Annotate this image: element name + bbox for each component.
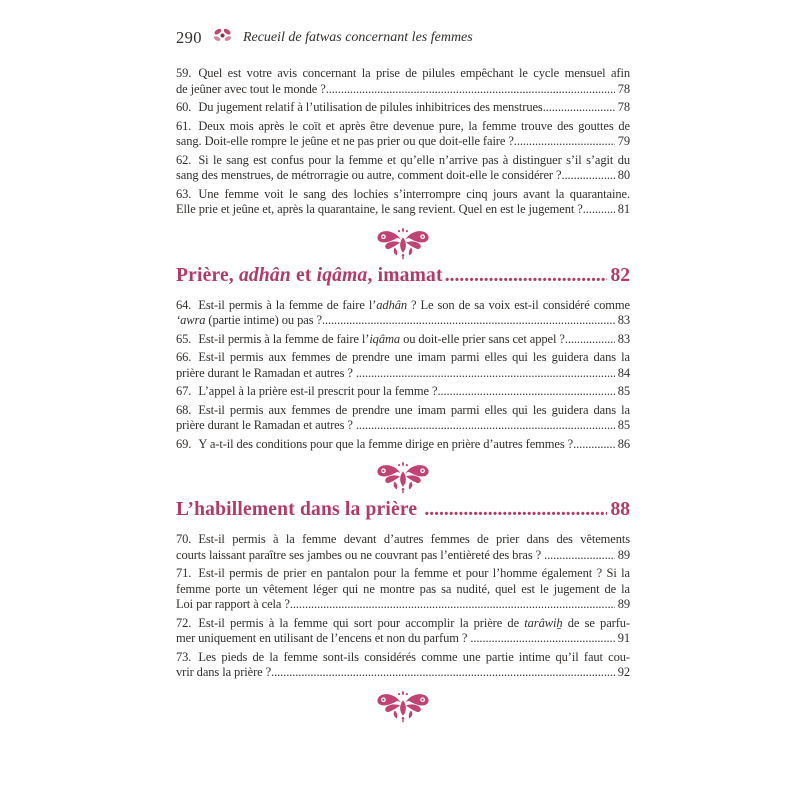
entry-page-number: 85 xyxy=(617,384,630,398)
entry-last-line xyxy=(176,100,630,116)
section-page-number: 82 xyxy=(610,264,630,286)
entry-last-line xyxy=(176,548,630,564)
text-segment: Est-il permis à la femme devant d’autres femmes de prier dans des vêtements xyxy=(198,532,630,546)
entry-page-number: 79 xyxy=(617,134,630,148)
entry-last-line xyxy=(176,631,630,647)
entry-page-number: 81 xyxy=(617,202,630,216)
text-segment: Deux mois après le coït et après être devenue pure, la femme trouve des gouttes de xyxy=(198,118,630,133)
entry-text xyxy=(176,418,356,434)
entry-text xyxy=(176,665,271,681)
entry-number: 68. xyxy=(176,402,192,417)
dot-leader xyxy=(514,134,615,150)
text-segment: Loi par rapport à cela ? xyxy=(176,597,290,611)
page-content-column xyxy=(176,27,630,726)
entry-text xyxy=(176,82,326,98)
text-segment: Les pieds de la femme sont-ils considérés comme une partie intime qu’il faut cou- xyxy=(198,649,630,664)
entry-text xyxy=(176,548,544,564)
entry-text xyxy=(176,437,573,453)
entry-page-number: 78 xyxy=(617,100,630,114)
entry-text-line xyxy=(176,66,630,82)
dot-leader xyxy=(322,313,615,329)
dot-leader xyxy=(290,597,615,613)
entry-text xyxy=(176,202,583,218)
entry-last-line xyxy=(176,82,630,98)
entry-text xyxy=(176,384,437,400)
entry-text-line xyxy=(176,187,630,203)
transliterated-term: ‘awra xyxy=(176,313,206,327)
entry-last-line xyxy=(176,168,630,184)
text-segment: , imamat xyxy=(367,264,443,286)
entry-text-line xyxy=(176,616,630,632)
entry-text xyxy=(176,631,470,647)
entry-number: 62. xyxy=(176,152,192,167)
dot-leader xyxy=(470,631,614,647)
entry-text xyxy=(176,366,356,382)
entry-text-line xyxy=(176,566,630,582)
entry-text xyxy=(176,313,322,329)
toc-entry xyxy=(176,566,630,613)
entry-number: 60. xyxy=(176,100,192,114)
flower-ornament-icon xyxy=(213,27,232,49)
entry-page-number: 86 xyxy=(617,436,630,451)
dot-leader xyxy=(271,665,615,681)
entry-number: 61. xyxy=(176,118,192,133)
toc-entry xyxy=(176,350,630,381)
entry-text-line xyxy=(176,350,630,366)
section-heading xyxy=(176,497,630,523)
toc-entry xyxy=(176,532,630,563)
text-segment: de se parfu- xyxy=(562,615,630,630)
entry-text xyxy=(176,597,290,613)
fleuron-ornament-icon xyxy=(176,461,630,494)
toc-entry xyxy=(176,298,630,329)
entry-page-number: 83 xyxy=(617,313,630,327)
text-segment: Quel est votre avis concernant la prise de pilules empêchant le cycle mensuel afin xyxy=(198,66,630,80)
toc-entry xyxy=(176,403,630,434)
transliterated-term: iqâma xyxy=(369,331,401,346)
entry-page-number: 80 xyxy=(617,168,630,182)
text-segment: vrir dans la prière ? xyxy=(176,665,272,679)
entry-last-line xyxy=(176,665,630,681)
toc-entry xyxy=(176,332,630,348)
entry-text-line xyxy=(176,298,630,314)
text-segment: mer uniquement en utilisant de l’encens et non du parfum ? xyxy=(176,631,471,645)
dot-leader xyxy=(326,82,615,98)
dot-leader xyxy=(573,437,615,453)
entry-text xyxy=(176,134,514,150)
text-segment: de jeûner avec tout le monde ? xyxy=(176,81,326,96)
dot-leader xyxy=(583,202,615,218)
toc-entry xyxy=(176,650,630,681)
section-title xyxy=(176,263,443,289)
entry-number: 59. xyxy=(176,66,192,80)
toc-entry xyxy=(176,153,630,184)
entry-last-line xyxy=(176,597,630,613)
entry-number: 69. xyxy=(176,436,192,451)
entry-number: 70. xyxy=(176,532,192,546)
text-segment: Y a-t-il des conditions pour que la femme dirige en prière d’autres femmes ? xyxy=(198,436,574,451)
entry-last-line xyxy=(176,332,630,348)
entry-page-number: 83 xyxy=(617,331,630,346)
entry-last-line xyxy=(176,134,630,150)
text-segment: ? Le son de sa voix est-il considéré comme xyxy=(407,297,630,312)
toc-entry xyxy=(176,187,630,218)
section-page-number: 88 xyxy=(610,499,630,520)
text-segment: ou doit-elle prier sans cet appel ? xyxy=(400,331,565,346)
dot-leader xyxy=(445,263,607,289)
entry-text-line xyxy=(176,403,630,419)
entry-text-line xyxy=(176,119,630,135)
entry-last-line xyxy=(176,313,630,329)
dot-leader xyxy=(437,384,614,400)
entry-last-line xyxy=(176,418,630,434)
dot-leader xyxy=(565,332,615,348)
transliterated-term: iqâma xyxy=(316,264,368,286)
toc-entry xyxy=(176,66,630,97)
entry-last-line xyxy=(176,202,630,218)
entry-number: 73. xyxy=(176,649,192,664)
text-segment: Est-il permis de prier en pantalon pour la femme et pour l’homme également ? Si la xyxy=(198,566,630,580)
toc-entry xyxy=(176,100,630,116)
text-segment: Une femme voit le sang des lochies s’interrompre cinq jours avant la quarantaine. xyxy=(198,186,630,201)
entry-last-line xyxy=(176,437,630,453)
entry-text xyxy=(176,100,543,116)
page-number: 290 xyxy=(176,28,202,47)
toc-entry xyxy=(176,437,630,453)
text-segment: (partie intime) ou pas ? xyxy=(205,313,322,327)
entry-page-number: 89 xyxy=(617,597,630,611)
entry-number: 63. xyxy=(176,186,192,201)
transliterated-term: adhân xyxy=(238,264,291,286)
fleuron-ornament-icon xyxy=(176,690,630,723)
text-segment: L’appel à la prière est-il prescrit pour la femme ? xyxy=(198,384,438,398)
entry-number: 72. xyxy=(176,615,192,630)
dot-leader xyxy=(356,418,615,434)
entry-page-number: 91 xyxy=(617,631,630,645)
entry-page-number: 78 xyxy=(617,81,630,96)
toc-entry xyxy=(176,384,630,400)
entry-number: 71. xyxy=(176,566,192,580)
entry-page-number: 92 xyxy=(617,665,630,679)
toc-entry-group xyxy=(176,532,630,681)
toc-entry xyxy=(176,616,630,647)
transliterated-term: adhân xyxy=(376,297,408,312)
entry-text-line xyxy=(176,532,630,548)
entry-number: 65. xyxy=(176,331,192,346)
running-header xyxy=(176,27,630,49)
toc-entry-group xyxy=(176,66,630,218)
entry-page-number: 89 xyxy=(617,547,630,562)
text-segment: femme porte un vêtement léger qui ne montre pas sa nudité, quel est le jugement de la xyxy=(176,581,630,596)
text-segment: Du jugement relatif à l’utilisation de pilules inhibitrices des menstrues xyxy=(198,100,543,114)
text-segment: et xyxy=(290,264,317,286)
entry-last-line xyxy=(176,384,630,400)
entry-page-number: 85 xyxy=(617,418,630,432)
text-segment: Elle prie et jeûne et, après la quarantaine, le sang revient. Quel en est le jugement ? xyxy=(176,202,583,216)
dot-leader xyxy=(356,366,615,382)
text-segment: Est-il permis à la femme de faire l’ xyxy=(198,331,370,346)
entry-page-number: 84 xyxy=(617,365,630,380)
text-segment: Est-il permis aux femmes de prendre une imam parmi elles qui les guidera dans la xyxy=(198,402,630,417)
text-segment: Si le sang est confus pour la femme et qu’elle n’arrive pas à distinguer s’il s’agit du xyxy=(198,152,630,167)
dot-leader xyxy=(561,168,614,184)
entry-text-line xyxy=(176,153,630,169)
text-segment: L’habillement dans la prière xyxy=(176,499,423,520)
entry-text-line xyxy=(176,582,630,598)
transliterated-term: tarâwiẖ xyxy=(524,615,563,630)
text-segment: Est-il permis à la femme qui sort pour accomplir la prière de xyxy=(198,615,525,630)
entry-number: 66. xyxy=(176,350,192,364)
dot-leader xyxy=(544,548,615,564)
text-segment: Est-il permis à la femme de faire l’ xyxy=(198,297,377,312)
entry-number: 64. xyxy=(176,297,192,312)
entry-text xyxy=(176,168,561,184)
entry-number: 67. xyxy=(176,384,192,398)
text-segment: courts laissant paraître ses jambes ou ne couvrant pas l’entièreté des bras ? xyxy=(176,547,545,562)
section-title xyxy=(176,497,422,523)
fleuron-ornament-icon xyxy=(176,227,630,260)
entry-text-line xyxy=(176,650,630,666)
toc-entry xyxy=(176,119,630,150)
dot-leader xyxy=(424,497,606,523)
toc-blocks xyxy=(176,66,630,723)
text-segment: Est-il permis aux femmes de prendre une imam parmi elles qui les guidera dans la xyxy=(198,350,630,364)
book-title: Recueil de fatwas concernant les femmes xyxy=(242,30,473,45)
entry-text xyxy=(176,332,565,348)
text-segment: prière durant le Ramadan et autres ? xyxy=(176,365,356,380)
dot-leader xyxy=(543,100,615,116)
text-segment: Prière, xyxy=(176,264,239,286)
section-heading xyxy=(176,263,630,289)
text-segment: sang des menstrues, de métrorragie ou autre, comment doit-elle le considérer ? xyxy=(176,168,562,182)
entry-last-line xyxy=(176,366,630,382)
toc-entry-group xyxy=(176,298,630,453)
text-segment: sang. Doit-elle rompre le jeûne et ne pas prier ou que doit-elle faire ? xyxy=(176,134,514,148)
text-segment: prière durant le Ramadan et autres ? xyxy=(176,418,356,432)
